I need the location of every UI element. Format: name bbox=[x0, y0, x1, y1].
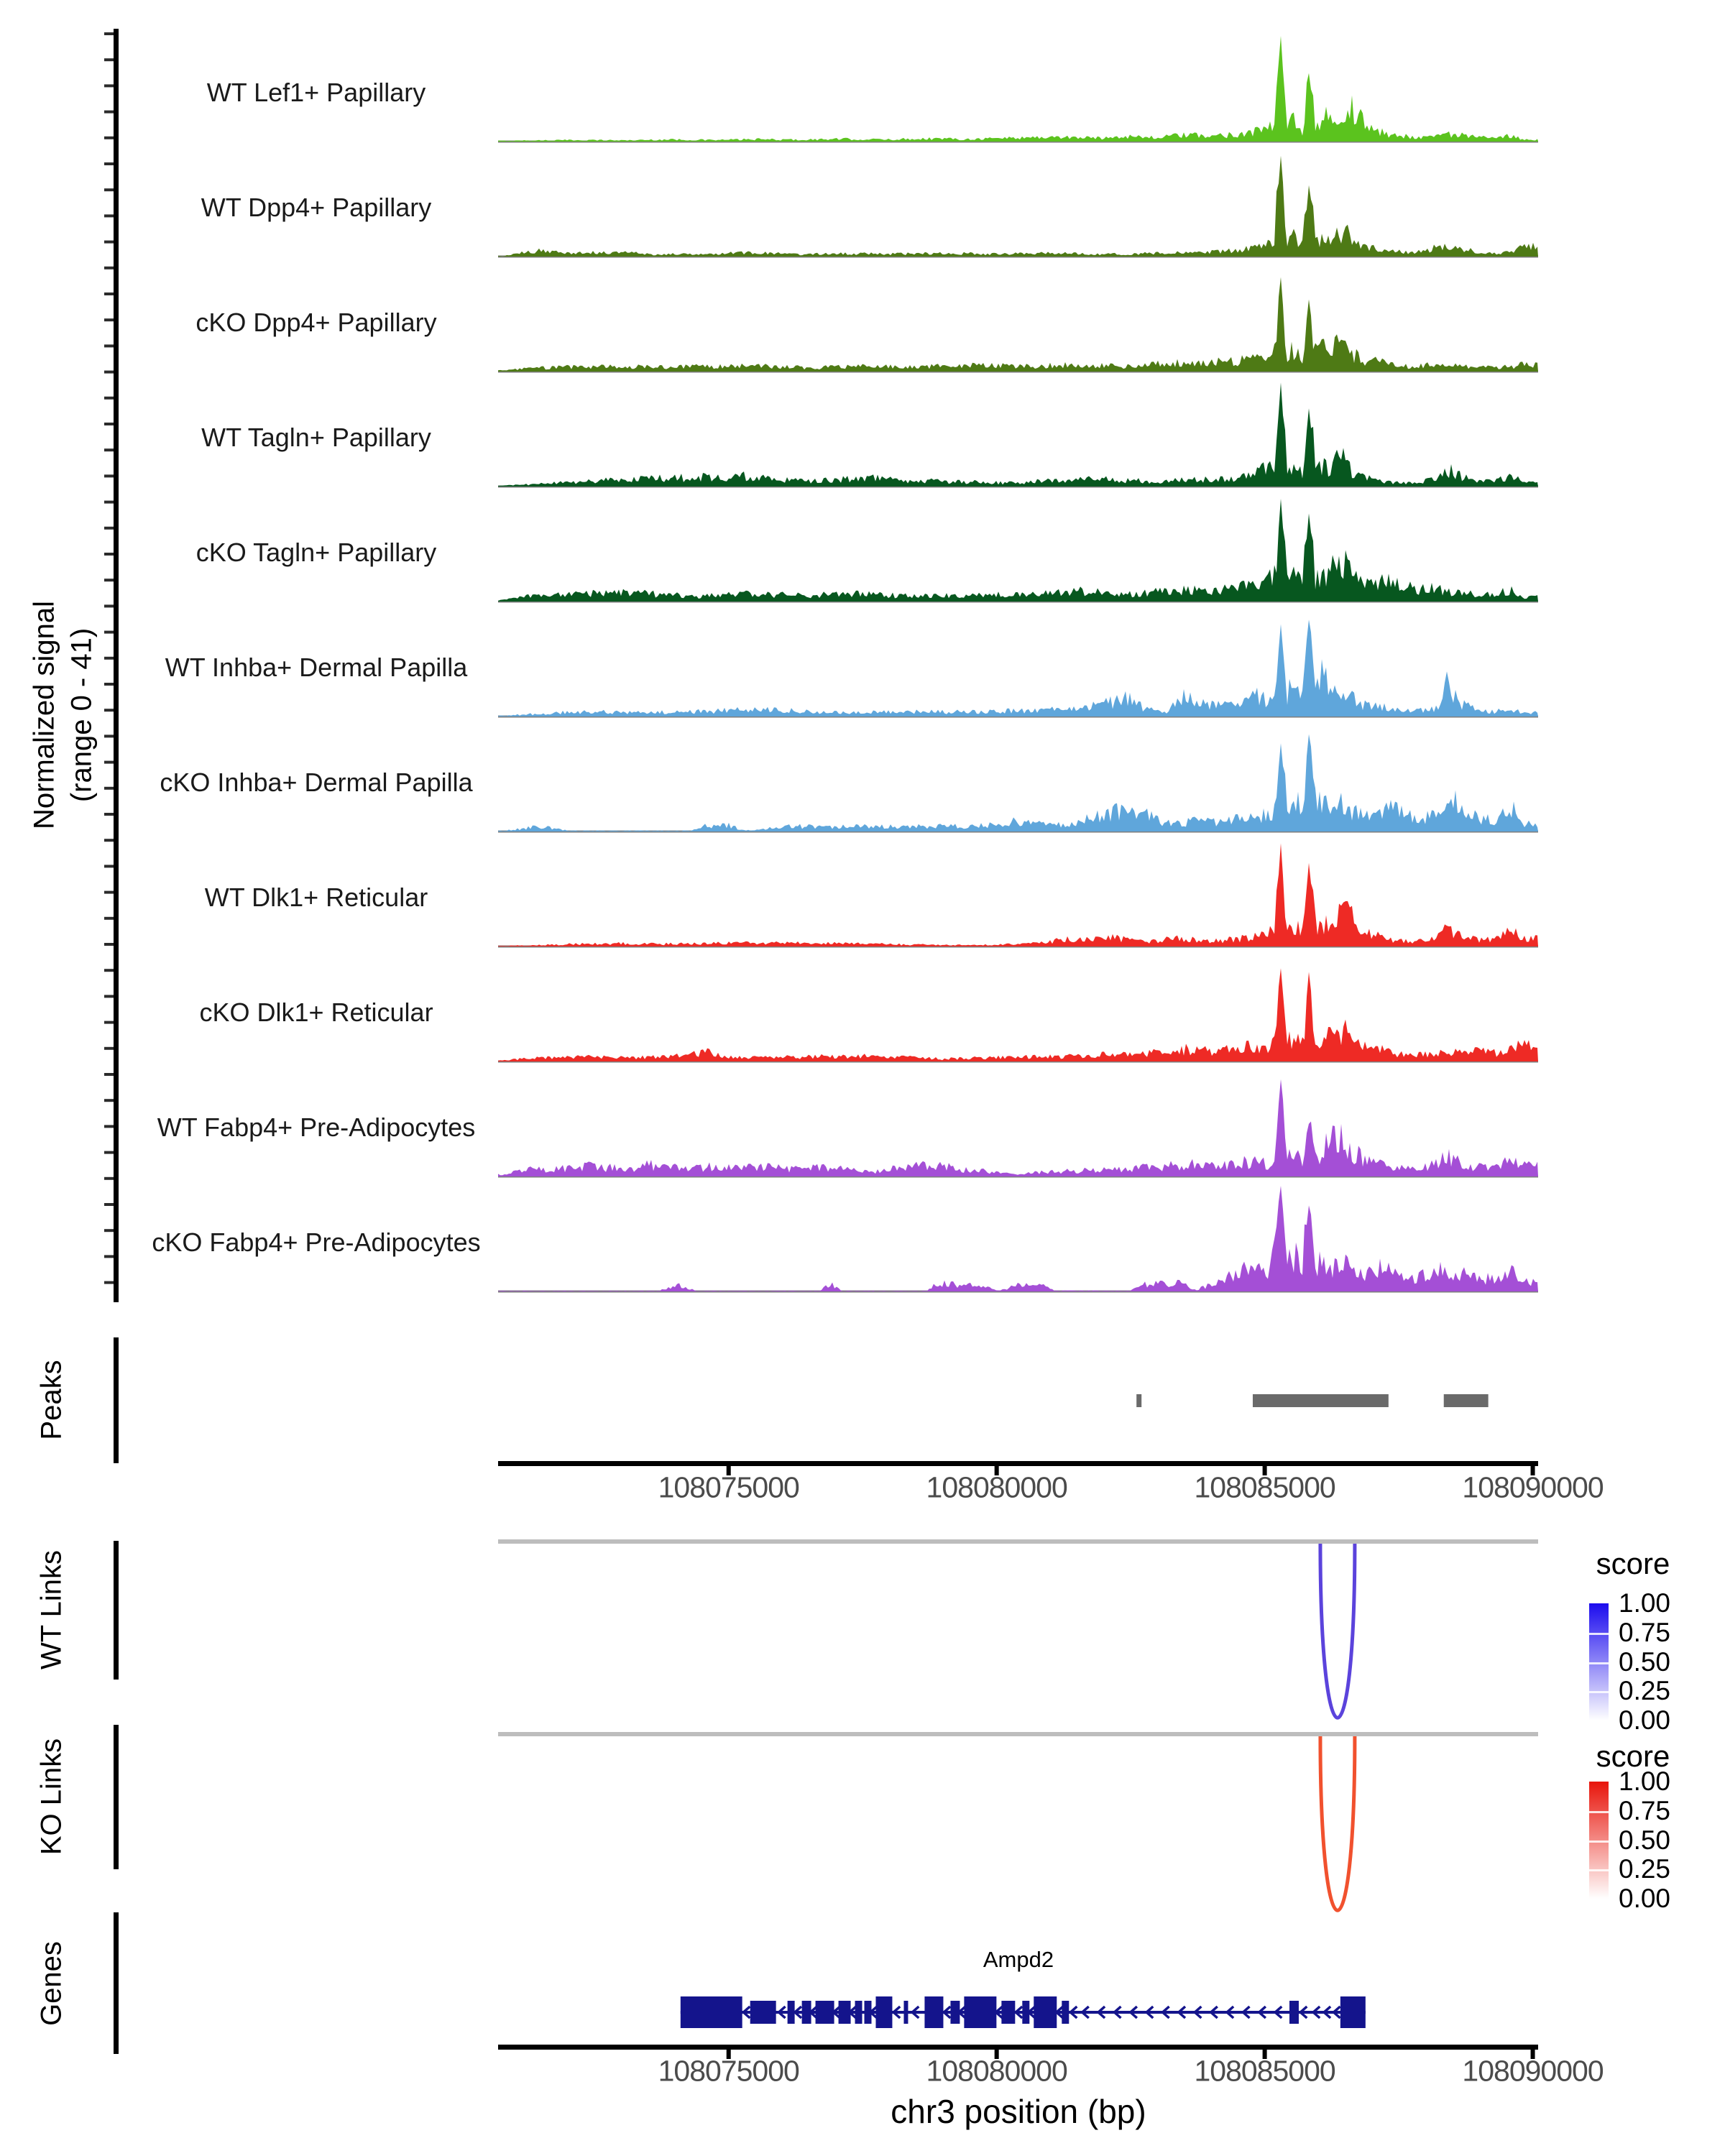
signal-axis-tick bbox=[104, 657, 114, 660]
signal-axis-tick bbox=[104, 917, 114, 920]
signal-axis-tick bbox=[104, 162, 114, 165]
legend-tick-label: 0.00 bbox=[1619, 1705, 1671, 1735]
signal-axis-tick bbox=[104, 1177, 114, 1180]
coverage-area bbox=[498, 843, 1538, 946]
signal-axis-tick bbox=[104, 1229, 114, 1232]
signal-axis-tick bbox=[104, 1021, 114, 1024]
legend-tick-label: 0.75 bbox=[1619, 1617, 1671, 1647]
peaks-axis-bar bbox=[114, 1337, 119, 1463]
signal-axis-tick bbox=[104, 1255, 114, 1258]
coverage-area bbox=[498, 382, 1538, 487]
signal-axis-tick bbox=[104, 344, 114, 347]
track-label: WT Fabp4+ Pre-Adipocytes bbox=[157, 1112, 476, 1142]
legend-tick-label: 0.50 bbox=[1619, 1646, 1671, 1677]
track-label: WT Dpp4+ Papillary bbox=[201, 193, 432, 222]
gene-exon bbox=[1340, 1996, 1366, 2028]
signal-axis-tick bbox=[104, 501, 114, 504]
ko-links-score-gradient-bar bbox=[1589, 1782, 1609, 1899]
legend-tick-label: 1.00 bbox=[1619, 1588, 1671, 1618]
signal-axis-tick bbox=[104, 631, 114, 634]
axis-tick-label: 108075000 bbox=[658, 2054, 799, 2088]
signal-axis-label-line1: Normalized signal bbox=[28, 601, 60, 829]
signal-axis-label-line2: (range 0 - 41) bbox=[65, 627, 98, 803]
track-label: WT Lef1+ Papillary bbox=[206, 78, 426, 107]
peak-region-box bbox=[1136, 1394, 1141, 1407]
track-label: cKO Dlk1+ Reticular bbox=[199, 998, 433, 1027]
coverage-area bbox=[498, 1186, 1538, 1291]
signal-axis-tick bbox=[104, 1099, 114, 1102]
gene-exon bbox=[903, 2001, 908, 2024]
signal-axis-tick bbox=[104, 813, 114, 816]
axis-tick-label: 108090000 bbox=[1462, 1470, 1604, 1504]
signal-axis-bar bbox=[114, 29, 119, 1302]
signal-axis-tick bbox=[104, 318, 114, 321]
signal-axis-tick bbox=[104, 397, 114, 400]
signal-axis-tick bbox=[104, 943, 114, 946]
signal-axis-tick bbox=[104, 32, 114, 35]
legend-tick-label: 0.25 bbox=[1619, 1854, 1671, 1884]
signal-axis-tick bbox=[104, 1125, 114, 1128]
signal-axis-tick bbox=[104, 371, 114, 374]
coverage-area bbox=[498, 734, 1538, 831]
gradient-tick bbox=[1589, 1633, 1609, 1635]
track-label: cKO Tagln+ Papillary bbox=[196, 538, 437, 567]
signal-axis-tick bbox=[104, 553, 114, 556]
track-label: cKO Inhba+ Dermal Papilla bbox=[160, 768, 473, 797]
peak-region-box bbox=[1253, 1394, 1389, 1407]
legend-tick-label: 0.50 bbox=[1619, 1825, 1671, 1855]
wt-links-axis-bar bbox=[114, 1541, 119, 1680]
legend-tick-label: 1.00 bbox=[1619, 1766, 1671, 1796]
signal-axis-tick bbox=[104, 58, 114, 61]
signal-axis-tick bbox=[104, 579, 114, 581]
coverage-area bbox=[498, 36, 1538, 142]
gene-exon bbox=[875, 1996, 892, 2028]
track-label: WT Dlk1+ Reticular bbox=[204, 883, 428, 912]
wt-links-score-legend-title: score bbox=[1596, 1547, 1670, 1580]
signal-axis-tick bbox=[104, 839, 114, 842]
section-label-wt-links: WT Links bbox=[35, 1550, 68, 1669]
legend-tick-label: 0.25 bbox=[1619, 1676, 1671, 1706]
ko-link-arc bbox=[1320, 1736, 1355, 1910]
axis-tick-label: 108080000 bbox=[926, 1470, 1067, 1504]
signal-axis-tick bbox=[104, 241, 114, 244]
wt-links-score-gradient-bar bbox=[1589, 1603, 1609, 1720]
section-label-peaks: Peaks bbox=[35, 1360, 68, 1440]
signal-axis-tick bbox=[104, 709, 114, 711]
gradient-tick bbox=[1589, 1691, 1609, 1693]
gene-exon bbox=[1289, 2001, 1299, 2024]
signal-axis-tick bbox=[104, 111, 114, 114]
signal-axis-tick bbox=[104, 292, 114, 295]
gene-name-label: Ampd2 bbox=[983, 1947, 1054, 1972]
section-label-genes: Genes bbox=[35, 1941, 68, 2026]
signal-axis-tick bbox=[104, 214, 114, 217]
signal-axis-tick bbox=[104, 527, 114, 530]
genes-axis-bar bbox=[114, 1912, 119, 2054]
signal-axis-tick bbox=[104, 188, 114, 191]
signal-axis-tick bbox=[104, 683, 114, 686]
signal-axis-tick bbox=[104, 474, 114, 477]
gene-exon bbox=[1062, 2001, 1069, 2024]
legend-tick-label: 0.75 bbox=[1619, 1795, 1671, 1825]
track-label: WT Tagln+ Papillary bbox=[201, 423, 431, 452]
genome-axis-line bbox=[498, 2045, 1538, 2050]
signal-axis-tick bbox=[104, 604, 114, 607]
gene-exon bbox=[924, 1996, 943, 2028]
signal-axis-tick bbox=[104, 84, 114, 87]
coverage-area bbox=[498, 277, 1538, 372]
wt-link-arc bbox=[1320, 1544, 1355, 1718]
gene-exon bbox=[750, 2001, 776, 2024]
signal-axis-tick bbox=[104, 969, 114, 972]
coverage-area bbox=[498, 1079, 1538, 1176]
gradient-tick bbox=[1589, 1869, 1609, 1871]
signal-axis-tick bbox=[104, 734, 114, 737]
genome-axis-line bbox=[498, 1461, 1538, 1466]
signal-axis-tick bbox=[104, 891, 114, 894]
legend-tick-label: 0.00 bbox=[1619, 1884, 1671, 1913]
section-label-ko-links: KO Links bbox=[35, 1738, 68, 1856]
axis-tick-label: 108085000 bbox=[1194, 2054, 1335, 2088]
track-label: WT Inhba+ Dermal Papilla bbox=[165, 653, 468, 682]
ko-links-axis-bar bbox=[114, 1725, 119, 1869]
x-axis-title: chr3 position (bp) bbox=[891, 2093, 1146, 2130]
signal-axis-tick bbox=[104, 448, 114, 451]
axis-tick-label: 108085000 bbox=[1194, 1470, 1335, 1504]
signal-axis-tick bbox=[104, 1203, 114, 1206]
signal-axis-tick bbox=[104, 1073, 114, 1076]
ko-links-score-legend-title: score bbox=[1596, 1739, 1670, 1773]
coverage-area bbox=[498, 156, 1538, 257]
signal-axis-tick bbox=[104, 1047, 114, 1050]
axis-tick-label: 108090000 bbox=[1462, 2054, 1604, 2088]
gene-exon bbox=[964, 1996, 996, 2028]
peak-region-box bbox=[1444, 1394, 1489, 1407]
gradient-tick bbox=[1589, 1662, 1609, 1664]
signal-axis-tick bbox=[104, 787, 114, 790]
signal-axis-tick bbox=[104, 1281, 114, 1284]
signal-axis-tick bbox=[104, 137, 114, 139]
gene-exon bbox=[855, 2001, 862, 2024]
gene-exon bbox=[1034, 1996, 1057, 2028]
axis-tick-label: 108075000 bbox=[658, 1470, 799, 1504]
coverage-area bbox=[498, 619, 1538, 717]
gradient-tick bbox=[1589, 1811, 1609, 1813]
gene-exon bbox=[1001, 2001, 1015, 2024]
axis-tick-label: 108080000 bbox=[926, 2054, 1067, 2088]
signal-axis-tick bbox=[104, 1151, 114, 1154]
track-label: cKO Fabp4+ Pre-Adipocytes bbox=[152, 1227, 481, 1257]
signal-axis-tick bbox=[104, 423, 114, 425]
signal-axis-tick bbox=[104, 865, 114, 867]
ko-link-baseline bbox=[498, 1732, 1538, 1736]
gene-exon bbox=[681, 1996, 742, 2028]
gradient-tick bbox=[1589, 1841, 1609, 1843]
signal-axis-tick bbox=[104, 761, 114, 764]
coverage-area bbox=[498, 499, 1538, 602]
signal-axis-tick bbox=[104, 267, 114, 270]
signal-axis-tick bbox=[104, 995, 114, 998]
gene-exon bbox=[816, 2001, 834, 2024]
coverage-area bbox=[498, 968, 1538, 1061]
wt-link-baseline bbox=[498, 1539, 1538, 1544]
track-label: cKO Dpp4+ Papillary bbox=[196, 308, 437, 337]
